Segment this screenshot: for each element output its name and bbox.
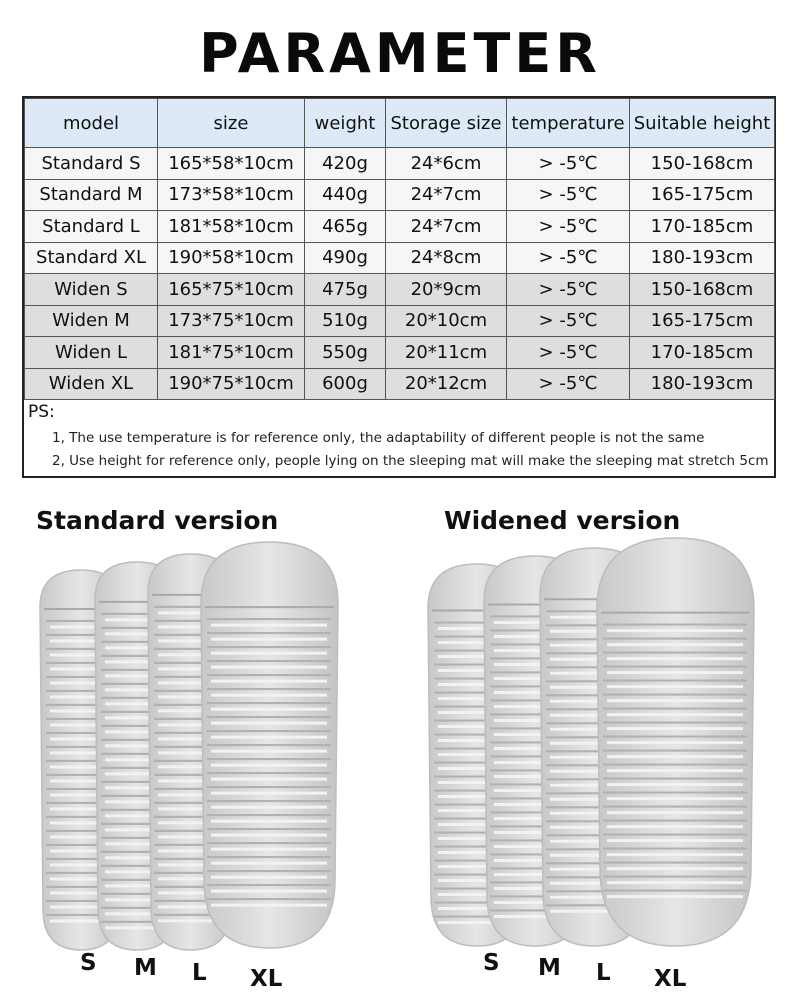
cell-temperature: > -5℃ [507, 211, 630, 243]
cell-suitable-height: 180-193cm [630, 242, 775, 274]
cell-suitable-height: 150-168cm [630, 148, 775, 180]
cell-weight: 550g [305, 337, 386, 369]
table-row [25, 274, 775, 306]
cell-storage-size: 20*10cm [386, 305, 507, 337]
widened-mats-group [428, 538, 754, 946]
size-label-standard-m: M [134, 955, 157, 981]
table-row [25, 242, 775, 274]
notes-section [24, 400, 774, 476]
cell-storage-size: 20*9cm [386, 274, 507, 306]
cell-weight: 510g [305, 305, 386, 337]
table-row [25, 337, 775, 369]
cell-temperature: > -5℃ [507, 368, 630, 400]
cell-model: Widen L [25, 337, 158, 369]
cell-weight: 465g [305, 211, 386, 243]
cell-size: 190*58*10cm [158, 242, 305, 274]
cell-suitable-height: 180-193cm [630, 368, 775, 400]
note-item: 2, Use height for reference only, people lying on the sleeping mat will make the sleeping mat stretch 5cm [52, 453, 769, 469]
parameter-table [24, 98, 775, 400]
cell-temperature: > -5℃ [507, 179, 630, 211]
ps-label: PS: [28, 402, 55, 422]
table-header-row [25, 99, 775, 148]
header-model: model [25, 99, 158, 148]
cell-size: 190*75*10cm [158, 368, 305, 400]
cell-model: Standard XL [25, 242, 158, 274]
header-storage-size: Storage size [386, 99, 507, 148]
table-row [25, 179, 775, 211]
cell-storage-size: 20*11cm [386, 337, 507, 369]
standard-version-heading: Standard version [36, 506, 279, 535]
cell-model: Standard S [25, 148, 158, 180]
size-label-widened-xl: XL [654, 966, 687, 992]
cell-weight: 600g [305, 368, 386, 400]
sleeping-mats-illustration [0, 530, 800, 970]
cell-suitable-height: 165-175cm [630, 179, 775, 211]
parameter-table-frame [22, 96, 776, 478]
cell-storage-size: 24*7cm [386, 211, 507, 243]
cell-temperature: > -5℃ [507, 148, 630, 180]
cell-model: Standard L [25, 211, 158, 243]
cell-weight: 475g [305, 274, 386, 306]
cell-storage-size: 24*6cm [386, 148, 507, 180]
cell-temperature: > -5℃ [507, 242, 630, 274]
cell-temperature: > -5℃ [507, 337, 630, 369]
size-label-widened-s: S [483, 950, 500, 976]
cell-storage-size: 20*12cm [386, 368, 507, 400]
size-label-standard-xl: XL [250, 966, 283, 992]
page-title: PARAMETER [199, 22, 601, 85]
widened-version-heading: Widened version [444, 506, 681, 535]
table-row [25, 211, 775, 243]
cell-suitable-height: 170-185cm [630, 211, 775, 243]
header-weight: weight [305, 99, 386, 148]
cell-storage-size: 24*8cm [386, 242, 507, 274]
cell-size: 165*58*10cm [158, 148, 305, 180]
note-item: 1, The use temperature is for reference only, the adaptability of different people is not the same [52, 430, 705, 446]
cell-size: 165*75*10cm [158, 274, 305, 306]
standard-mats-group [40, 542, 338, 950]
cell-model: Standard M [25, 179, 158, 211]
sleeping-mat [597, 538, 754, 946]
cell-suitable-height: 150-168cm [630, 274, 775, 306]
cell-suitable-height: 165-175cm [630, 305, 775, 337]
cell-weight: 420g [305, 148, 386, 180]
cell-size: 181*58*10cm [158, 211, 305, 243]
cell-temperature: > -5℃ [507, 274, 630, 306]
size-label-widened-l: L [596, 960, 611, 986]
header-size: size [158, 99, 305, 148]
cell-storage-size: 24*7cm [386, 179, 507, 211]
header-temperature: temperature [507, 99, 630, 148]
table-row [25, 148, 775, 180]
header-suitable-height: Suitable height [630, 99, 775, 148]
cell-model: Widen M [25, 305, 158, 337]
cell-size: 173*75*10cm [158, 305, 305, 337]
cell-weight: 440g [305, 179, 386, 211]
cell-temperature: > -5℃ [507, 305, 630, 337]
size-label-standard-l: L [192, 960, 207, 986]
cell-weight: 490g [305, 242, 386, 274]
cell-size: 173*58*10cm [158, 179, 305, 211]
size-label-standard-s: S [80, 950, 97, 976]
cell-model: Widen S [25, 274, 158, 306]
size-label-widened-m: M [538, 955, 561, 981]
table-row [25, 368, 775, 400]
table-row [25, 305, 775, 337]
sleeping-mat [201, 542, 338, 948]
cell-model: Widen XL [25, 368, 158, 400]
cell-size: 181*75*10cm [158, 337, 305, 369]
cell-suitable-height: 170-185cm [630, 337, 775, 369]
